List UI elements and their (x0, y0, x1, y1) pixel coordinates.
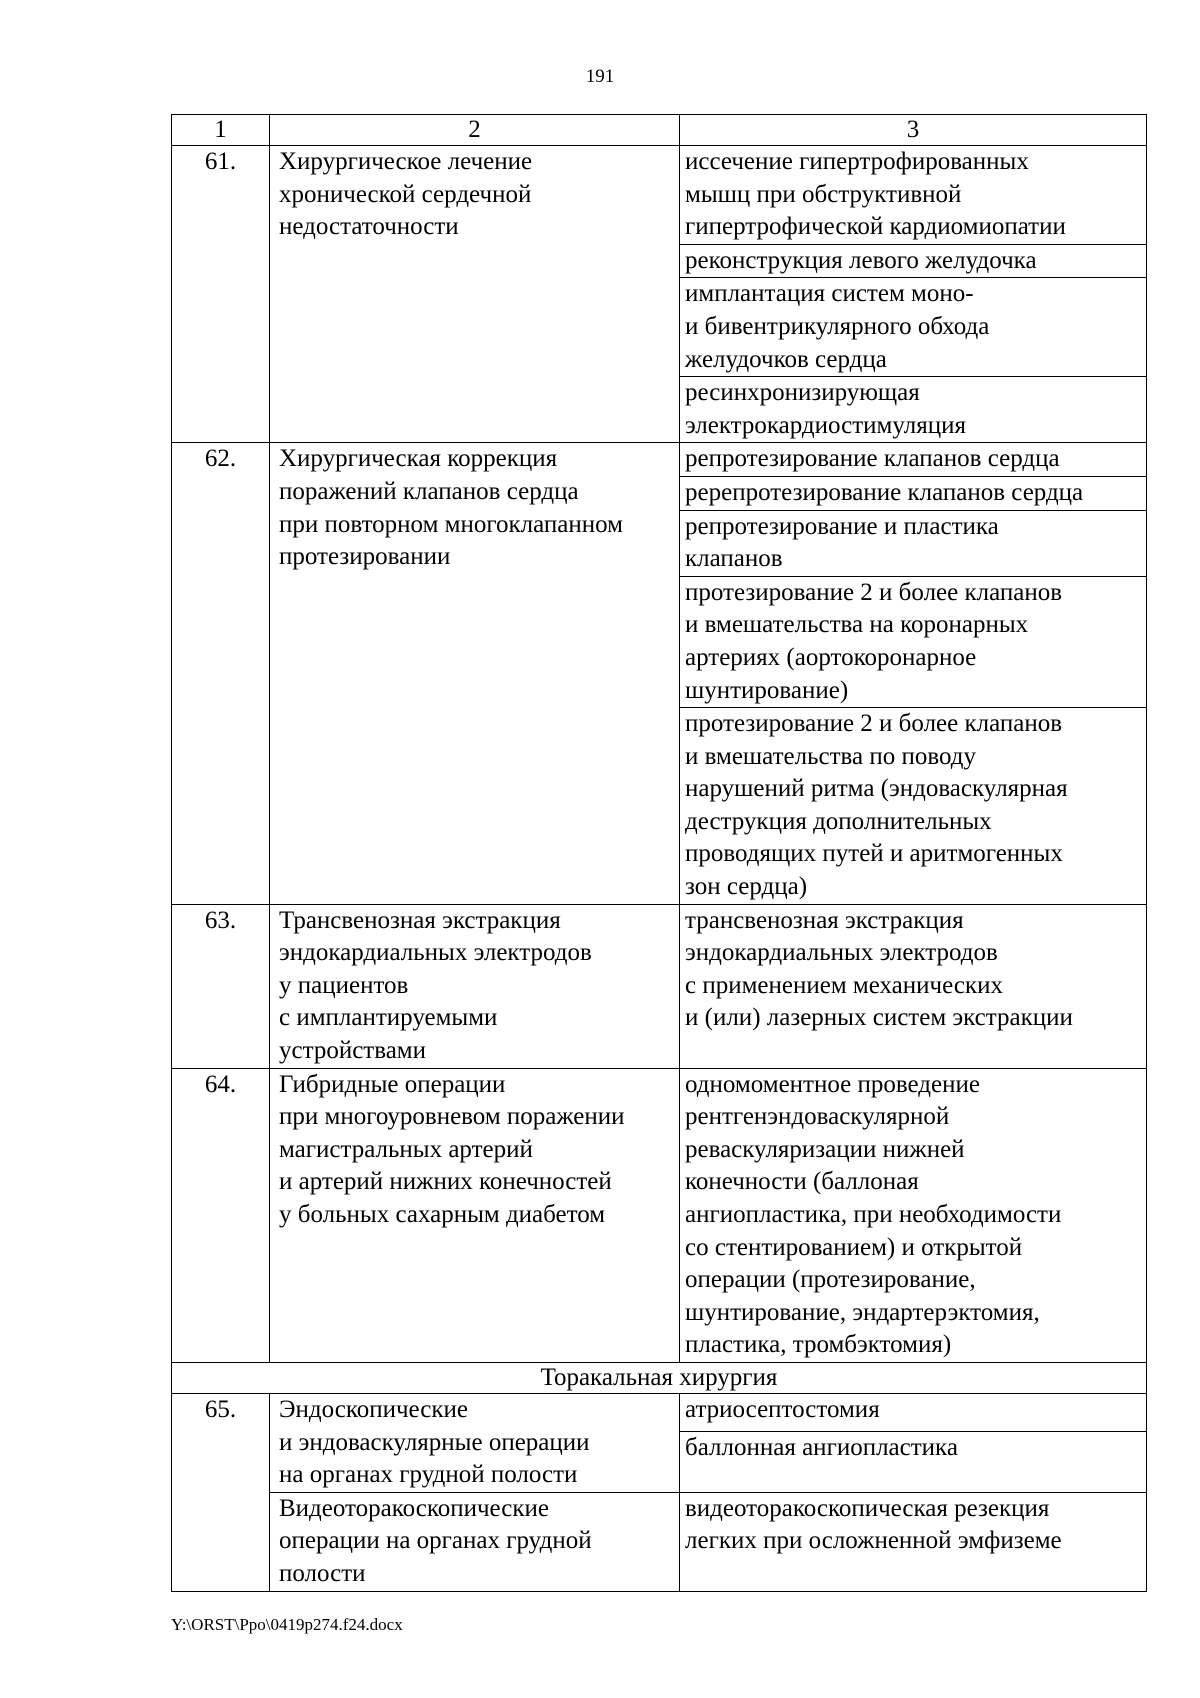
procedure-method: протезирование 2 и более клапанов и вмешательства по поводу нарушений ритма (эндоваскулярная деструкция дополнительных проводящих путей и аритмогенных зон сердца) (680, 708, 1147, 905)
procedure-group-title: Хирургическая коррекция поражений клапанов сердца при повторном многоклапанном протезировании (270, 443, 680, 904)
header-col-3: 3 (680, 115, 1147, 146)
procedure-method: видеоторакоскопическая резекция легких при осложненной эмфиземе (680, 1492, 1147, 1591)
page-number: 191 (585, 66, 615, 87)
procedure-method: реконструкция левого желудочка (680, 244, 1147, 278)
file-path-footer: Y:\ORST\Ppo\0419p274.f24.docx (171, 1615, 403, 1634)
procedures-table (171, 114, 1147, 1592)
table-row (172, 1068, 1147, 1362)
procedure-method: ресинхронизирующая электрокардиостимуляция (680, 377, 1147, 443)
table-row (172, 1393, 1147, 1431)
header-col-2: 2 (270, 115, 680, 146)
procedure-method: репротезирование клапанов сердца (680, 443, 1147, 477)
procedure-method: имплантация систем моно- и бивентрикулярного обхода желудочков сердца (680, 278, 1147, 377)
row-number: 64. (172, 1068, 270, 1362)
row-number: 61. (172, 146, 270, 443)
table-row (172, 146, 1147, 245)
section-title: Торакальная хирургия (172, 1362, 1147, 1393)
procedure-method: иссечение гипертрофированных мышц при обструктивной гипертрофической кардиомиопатии (680, 146, 1147, 245)
procedure-method: трансвенозная экстракция эндокардиальных электродов с применением механических и (или) лазерных систем экстракции (680, 904, 1147, 1068)
procedure-method: репротезирование и пластика клапанов (680, 510, 1147, 576)
table-row (172, 904, 1147, 1068)
header-col-1: 1 (172, 115, 270, 146)
section-row (172, 1362, 1147, 1393)
procedure-group-title: Хирургическое лечение хронической сердечной недостаточности (270, 146, 680, 443)
procedure-method: одномоментное проведение рентгенэндоваскулярной реваскуляризации нижней конечности (баллоная ангиопластика, при необходимости со стентированием) и открытой операции (протезирование, шунтирование, эндартерэктомия, пластика, тромбэктомия) (680, 1068, 1147, 1362)
table-header-row (172, 115, 1147, 146)
table-row (172, 443, 1147, 477)
procedure-method: атриосептостомия (680, 1393, 1147, 1431)
procedure-method: протезирование 2 и более клапанов и вмешательства на коронарных артериях (аортокоронарное шунтирование) (680, 576, 1147, 707)
procedure-method: ререпротезирование клапанов сердца (680, 476, 1147, 510)
procedure-group-title: Гибридные операции при многоуровневом поражении магистральных артерий и артерий нижних конечностей у больных сахарным диабетом (270, 1068, 680, 1362)
procedure-group-title: Видеоторакоскопические операции на органах грудной полости (270, 1492, 680, 1591)
procedure-method: баллонная ангиопластика (680, 1431, 1147, 1492)
row-number: 65. (172, 1393, 270, 1591)
row-number: 62. (172, 443, 270, 904)
procedure-group-title: Трансвенозная экстракция эндокардиальных электродов у пациентов с имплантируемыми устройствами (270, 904, 680, 1068)
procedure-group-title: Эндоскопические и эндоваскулярные операции на органах грудной полости (270, 1393, 680, 1492)
table-row (172, 1492, 1147, 1591)
row-number: 63. (172, 904, 270, 1068)
